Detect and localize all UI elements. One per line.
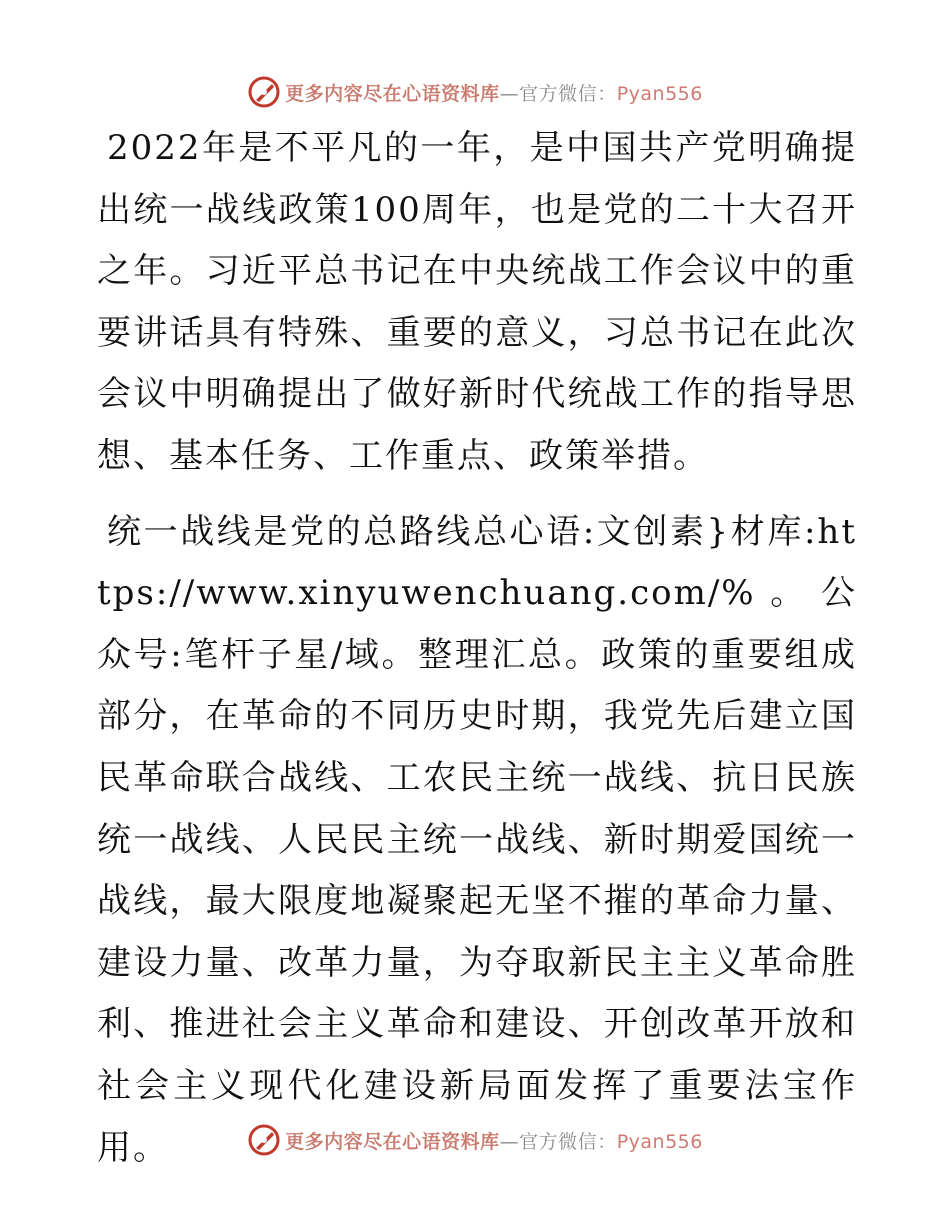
watermark-account: Pyan556 [616,1130,703,1153]
paragraph-1: 2022年是不平凡的一年，是中国共产党明确提出统一战线政策100周年，也是党的二十大召开之年。习近平总书记在中央统战工作会议中的重要讲话具有特殊、重要的意义，习总书记在此次会议中明确提出了做好新时代统战工作的指导思想、基本任务、工作重点、政策举措。 [97,128,857,476]
watermark-wechat-label: 官方微信： [519,1130,617,1153]
watermark-text [285,79,703,106]
quill-seal-icon [247,75,281,109]
header-watermark-banner [0,72,950,112]
watermark-account: Pyan556 [616,82,703,105]
watermark-separator: — [499,1130,520,1153]
watermark-brand: 更多内容尽在心语资料库 [285,82,500,105]
paragraph-2: 统一战线是党的总路线总心语:文创素}材库:https://www.xinyuwenchuang.com/%。公众号:笔杆子星/域。整理汇总。政策的重要组成部分，在革命的不同历史时期，我党先后建立国民革命联合战线、工农民主统一战线、抗日民族统一战线、人民民主统一战线、新时期爱国统一战线，最大限度地凝聚起无坚不摧的革命力量、建设力量、改革力量，为夺取新民主主义革命胜利、推进社会主义革命和建设、开创改革开放和社会主义现代化建设新局面发挥了重要法宝作用。 [97,511,857,1168]
watermark-wechat-label: 官方微信： [519,82,617,105]
watermark-brand: 更多内容尽在心语资料库 [285,1130,500,1153]
watermark-separator: — [499,82,520,105]
quill-seal-icon [247,1123,281,1157]
watermark-text [285,1127,703,1154]
document-body [97,118,857,1179]
footer-watermark-banner [0,1120,950,1160]
